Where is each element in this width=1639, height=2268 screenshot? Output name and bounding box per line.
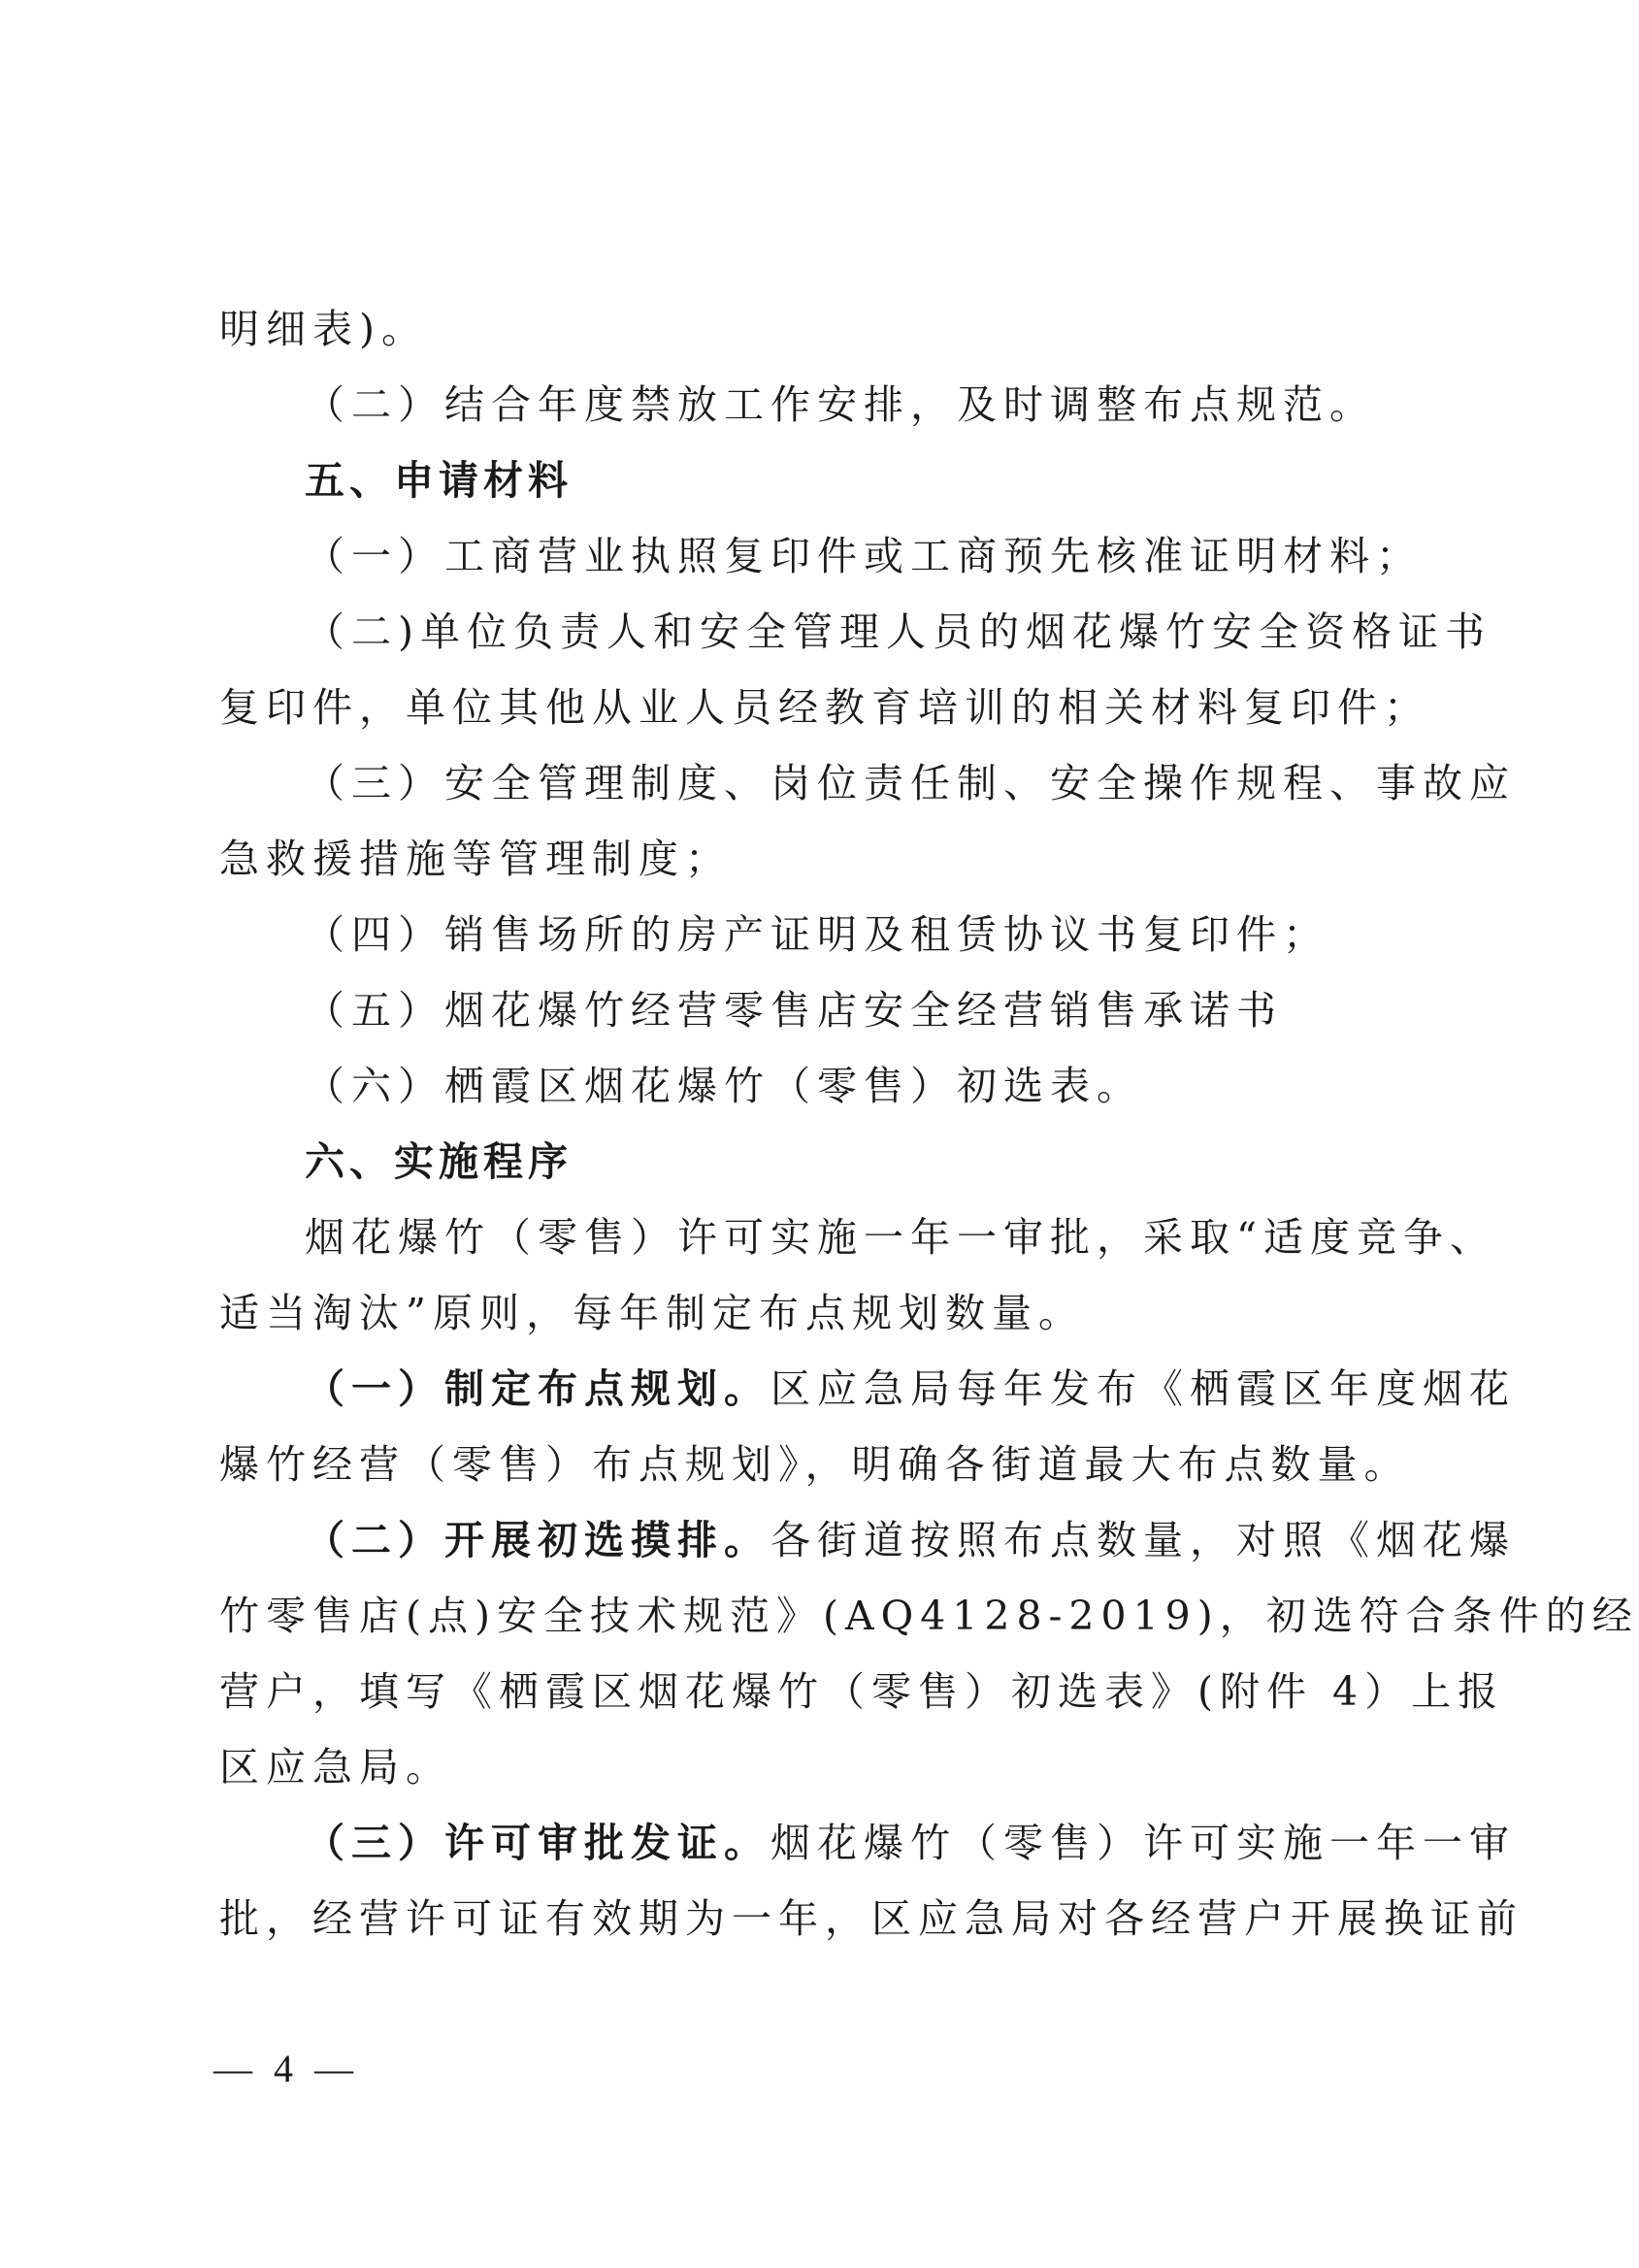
document-body <box>219 291 1639 1956</box>
paragraph-line: （一）工商营业执照复印件或工商预先核准证明材料； <box>305 533 1423 579</box>
paragraph-line: （四）销售场所的房产证明及租赁协议书复印件； <box>305 911 1329 958</box>
paragraph-line: 复印件，单位其他从业人员经教育培训的相关材料复印件； <box>219 684 1430 731</box>
paragraph-line: 营户，填写《栖霞区烟花爆竹（零售）初选表》(附件 4）上报 <box>219 1668 1505 1715</box>
paragraph-line: 烟花爆竹（零售）许可实施一年一审批，采取“适度竞争、 <box>305 1214 1496 1261</box>
paragraph-text: 区应急局每年发布《栖霞区年度烟花 <box>770 1365 1516 1412</box>
subsection-lead: （一）制定布点规划。 <box>305 1365 770 1412</box>
paragraph-line: 适当淘汰”原则，每年制定布点规划数量。 <box>219 1290 1085 1336</box>
page-number: — 4 — <box>213 2047 359 2090</box>
paragraph-line <box>219 1351 1516 1427</box>
paragraph-line: （六）栖霞区烟花爆竹（零售）初选表。 <box>305 1063 1143 1109</box>
paragraph-line: （二)单位负责人和安全管理人员的烟花爆竹安全资格证书 <box>305 608 1491 655</box>
subsection-lead: （三）许可审批发证。 <box>305 1820 770 1866</box>
paragraph-line: （二）结合年度禁放工作安排，及时调整布点规范。 <box>305 381 1376 428</box>
paragraph-text: 各街道按照布点数量，对照《烟花爆 <box>770 1517 1516 1563</box>
paragraph-line: 批，经营许可证有效期为一年，区应急局对各经营户开展换证前 <box>219 1895 1524 1942</box>
paragraph-text: 烟花爆竹（零售）许可实施一年一审 <box>770 1820 1516 1866</box>
paragraph-line: 明细表)。 <box>219 306 428 352</box>
paragraph-line <box>219 1805 1516 1881</box>
paragraph-line: （三）安全管理制度、岗位责任制、安全操作规程、事故应 <box>305 760 1516 806</box>
paragraph-line: 区应急局。 <box>219 1744 452 1791</box>
paragraph-line: 竹零售店(点)安全技术规范》(AQ4128-2019)，初选符合条件的经 <box>219 1593 1639 1639</box>
subsection-lead: （二）开展初选摸排。 <box>305 1517 770 1563</box>
paragraph-line <box>219 1502 1516 1578</box>
section-heading: 五、申请材料 <box>305 457 573 504</box>
section-heading: 六、实施程序 <box>305 1138 573 1185</box>
paragraph-line: 爆竹经营（零售）布点规划》，明确各街道最大布点数量。 <box>219 1441 1411 1488</box>
paragraph-line: （五）烟花爆竹经营零售店安全经营销售承诺书 <box>305 987 1283 1034</box>
paragraph-line: 急救援措施等管理制度； <box>219 836 732 882</box>
